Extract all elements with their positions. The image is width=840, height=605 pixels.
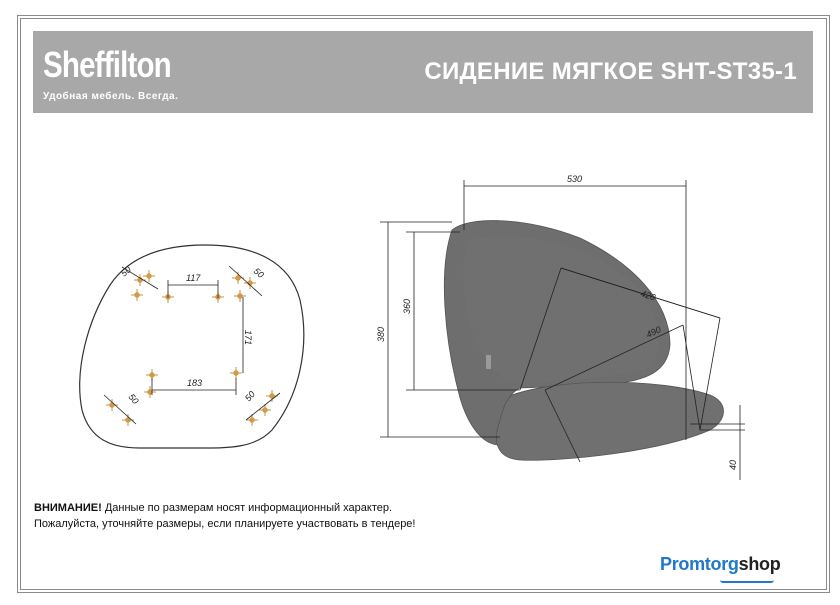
watermark-part-2: shop [738,554,781,574]
dim-seat-380: 380 [376,326,386,342]
product-title: СИДЕНИЕ МЯГКОЕ SHT-ST35-1 [424,58,797,85]
watermark-swoosh [720,577,774,583]
notice-text [34,500,415,532]
dim-mount-50-tl: 50 [118,264,133,279]
dim-mount-50-br: 50 [242,389,257,404]
notice-text-1: Данные по размерам носят информационный характер. [101,502,393,514]
dim-seat-420: 420 [639,288,657,303]
dim-seat-360: 360 [402,298,412,314]
hole-tr-4 [234,290,246,302]
notice-line-2: Пожалуйста, уточняйте размеры, если планируете участвовать в тендере! [34,518,416,530]
dim-mount-50-bl: 50 [126,391,141,406]
seat-shell-image [444,221,723,461]
brand-logo: Sheffilton [43,44,171,85]
brand-tagline: Удобная мебель. Всегда. [43,91,179,102]
dim-seat-530: 530 [567,174,583,184]
dim-mount-50-tr: 50 [251,265,266,280]
dim-mount-117: 117 [186,273,201,283]
notice-warning: ВНИМАНИЕ! [34,502,102,514]
notice-line-1 [34,500,415,516]
hole-mr [230,367,242,379]
dim-mount-171: 171 [243,330,253,346]
watermark-part-1: Promtorg [660,554,739,574]
dim-seat-490: 490 [644,324,663,340]
seat-cushion [497,382,724,460]
hole-bl-3 [144,386,156,398]
seat-back-inner [463,236,658,384]
hole-br-1 [259,404,271,416]
hole-bl-2 [122,414,134,426]
hole-br-2 [246,414,258,426]
dim-seat-40: 40 [728,459,738,470]
hole-tl-3 [131,289,143,301]
hole-tr-3 [244,277,256,289]
hole-bl-1 [106,399,118,411]
watermark-logo [660,554,780,575]
dim-mount-183: 183 [187,378,203,388]
